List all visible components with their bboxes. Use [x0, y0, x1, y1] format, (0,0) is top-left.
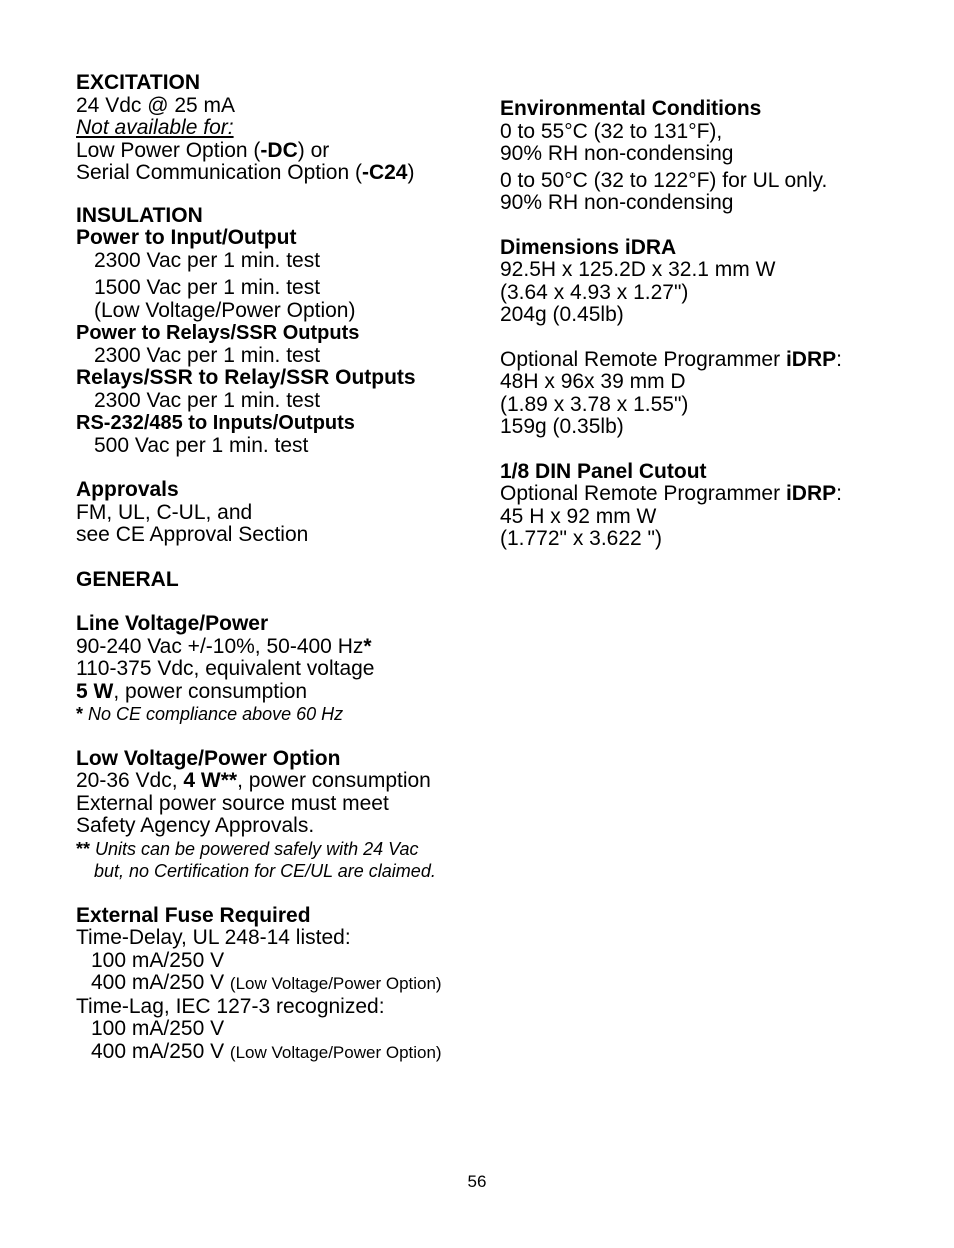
not-available-label: Not available for:	[76, 116, 234, 139]
fuse-line: 400 mA/250 V (Low Voltage/Power Option)	[91, 1039, 442, 1063]
low-voltage-line: Safety Agency Approvals.	[76, 814, 315, 837]
environmental-line: 0 to 50°C (32 to 122°F) for UL only.	[500, 168, 828, 192]
line-voltage-heading: Line Voltage/Power	[76, 612, 269, 635]
environmental-line: 90% RH non-condensing	[500, 191, 734, 214]
excitation-option-1: Low Power Option (-DC) or	[76, 138, 330, 162]
page-number: 56	[467, 1172, 487, 1191]
dimensions-line: 92.5H x 125.2D x 32.1 mm W	[500, 258, 776, 281]
fuse-line: Time-Delay, UL 248-14 listed:	[76, 926, 351, 949]
excitation-option-2: Serial Communication Option (-C24)	[76, 161, 415, 184]
insulation-heading: INSULATION	[76, 203, 203, 227]
right-column	[500, 98, 920, 551]
panel-cutout-line: (1.772" x 3.622 ")	[500, 527, 663, 550]
insulation-value: 2300 Vac per 1 min. test	[94, 343, 321, 367]
fuse-line: 400 mA/250 V (Low Voltage/Power Option)	[91, 971, 442, 994]
line-voltage-range: 90-240 Vac +/-10%, 50-400 Hz*	[76, 634, 372, 658]
environmental-heading: Environmental Conditions	[500, 97, 762, 120]
remote-programmer-line: 48H x 96x 39 mm D	[500, 370, 686, 393]
dimensions-line: 204g (0.45lb)	[500, 303, 624, 326]
low-voltage-line: External power source must meet	[76, 791, 389, 815]
insulation-value: 2300 Vac per 1 min. test	[94, 248, 321, 272]
approvals-line: FM, UL, C-UL, and	[76, 500, 253, 524]
environmental-line: 0 to 55°C (32 to 131°F),	[500, 119, 723, 143]
approvals-heading: Approvals	[76, 478, 179, 501]
remote-programmer-line: (1.89 x 3.78 x 1.55")	[500, 392, 689, 416]
approvals-line: see CE Approval Section	[76, 523, 309, 546]
ce-footnote: * No CE compliance above 60 Hz	[76, 704, 344, 724]
low-voltage-range: 20-36 Vdc, 4 W**, power consumption	[76, 769, 431, 792]
insulation-subheading: Power to Relays/SSR Outputs	[76, 322, 360, 344]
fuse-line: 100 mA/250 V	[91, 948, 225, 972]
fuse-heading: External Fuse Required	[76, 903, 311, 927]
low-voltage-heading: Low Voltage/Power Option	[76, 746, 341, 770]
panel-cutout-heading: 1/8 DIN Panel Cutout	[500, 459, 707, 483]
insulation-value: 1500 Vac per 1 min. test	[94, 276, 321, 299]
panel-cutout-line: 45 H x 92 mm W	[500, 504, 657, 528]
remote-programmer-line: 159g (0.35lb)	[500, 415, 624, 438]
low-voltage-footnote: but, no Certification for CE/UL are claimed.	[94, 861, 436, 881]
line-voltage-power: 5 W, power consumption	[76, 679, 308, 703]
insulation-subheading: RS-232/485 to Inputs/Outputs	[76, 412, 355, 434]
fuse-line: 100 mA/250 V	[91, 1017, 225, 1040]
insulation-value: 500 Vac per 1 min. test	[94, 433, 309, 457]
low-voltage-footnote: ** Units can be powered safely with 24 Vac	[76, 838, 419, 859]
excitation-value: 24 Vdc @ 25 mA	[76, 93, 236, 117]
dimensions-line: (3.64 x 4.93 x 1.27")	[500, 280, 689, 304]
insulation-subheading: Power to Input/Output	[76, 226, 297, 249]
remote-programmer-heading: Optional Remote Programmer iDRP:	[500, 347, 842, 371]
excitation-heading: EXCITATION	[76, 71, 201, 94]
general-heading: GENERAL	[76, 567, 179, 591]
insulation-subheading: Relays/SSR to Relay/SSR Outputs	[76, 366, 416, 389]
environmental-line: 90% RH non-condensing	[500, 142, 734, 165]
line-voltage-dc: 110-375 Vdc, equivalent voltage	[76, 657, 375, 680]
fuse-line: Time-Lag, IEC 127-3 recognized:	[76, 994, 385, 1018]
dimensions-heading: Dimensions iDRA	[500, 235, 677, 259]
panel-cutout-line: Optional Remote Programmer iDRP:	[500, 482, 842, 505]
left-column	[76, 72, 486, 1064]
insulation-value: 2300 Vac per 1 min. test	[94, 388, 321, 412]
insulation-value: (Low Voltage/Power Option)	[94, 298, 356, 322]
